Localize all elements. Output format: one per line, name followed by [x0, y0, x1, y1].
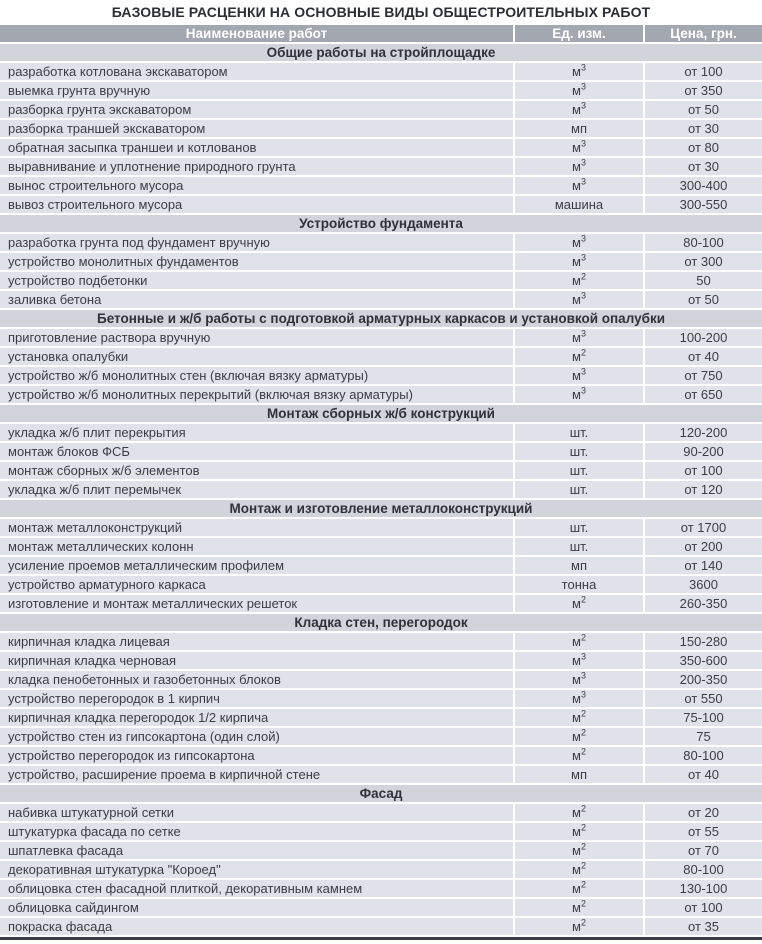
unit-cell: $м^2$: [513, 272, 643, 289]
work-name-cell: облицовка сайдингом: [0, 899, 513, 916]
work-name-cell: приготовление раствора вручную: [0, 329, 513, 346]
table-row: [0, 880, 762, 897]
unit-cell: мп: [513, 120, 643, 137]
section-row: [0, 44, 762, 61]
work-name-cell: разборка грунта экскаватором: [0, 101, 513, 118]
price-cell: 50: [643, 272, 762, 289]
work-name-cell: изготовление и монтаж металлических решеток: [0, 595, 513, 612]
price-cell: 80-100: [643, 861, 762, 878]
work-name-cell: облицовка стен фасадной плиткой, декоративным камнем: [0, 880, 513, 897]
page-title: БАЗОВЫЕ РАСЦЕНКИ НА ОСНОВНЫЕ ВИДЫ ОБЩЕСТРОИТЕЛЬНЫХ РАБОТ: [111, 4, 651, 20]
unit-cell: $м^2$: [513, 728, 643, 745]
table-row: [0, 747, 762, 764]
table-row: [0, 234, 762, 251]
unit-cell: мп: [513, 766, 643, 783]
table-row: [0, 766, 762, 783]
price-cell: 75: [643, 728, 762, 745]
table-row: [0, 120, 762, 137]
price-cell: от 750: [643, 367, 762, 384]
table-row: [0, 728, 762, 745]
unit-cell: $м^2$: [513, 880, 643, 897]
unit-cell: $м^2$: [513, 918, 643, 935]
section-row: [0, 785, 762, 802]
section-title: Общие работы на стройплощадке: [0, 44, 762, 61]
unit-cell: шт.: [513, 462, 643, 479]
table-row: [0, 842, 762, 859]
unit-cell: $м^3$: [513, 652, 643, 669]
price-cell: 90-200: [643, 443, 762, 460]
price-cell: от 200: [643, 538, 762, 555]
unit-cell: шт.: [513, 424, 643, 441]
table-header-row: [0, 25, 762, 42]
unit-cell: машина: [513, 196, 643, 213]
table-row: [0, 709, 762, 726]
column-header-name: Наименование работ: [0, 25, 513, 42]
table-row: [0, 63, 762, 80]
table-row: [0, 329, 762, 346]
work-name-cell: укладка ж/б плит перекрытия: [0, 424, 513, 441]
section-row: [0, 215, 762, 232]
price-cell: от 100: [643, 63, 762, 80]
price-cell: 80-100: [643, 747, 762, 764]
price-cell: 200-350: [643, 671, 762, 688]
table-row: [0, 557, 762, 574]
work-name-cell: монтаж металлических колонн: [0, 538, 513, 555]
table-row: [0, 196, 762, 213]
table-row: [0, 424, 762, 441]
table-row: [0, 177, 762, 194]
work-name-cell: разборка траншей экскаватором: [0, 120, 513, 137]
price-cell: 350-600: [643, 652, 762, 669]
work-name-cell: заливка бетона: [0, 291, 513, 308]
table-row: [0, 272, 762, 289]
table-row: [0, 918, 762, 935]
unit-cell: шт.: [513, 481, 643, 498]
work-name-cell: устройство арматурного каркаса: [0, 576, 513, 593]
unit-cell: $м^3$: [513, 291, 643, 308]
price-cell: от 80: [643, 139, 762, 156]
table-row: [0, 823, 762, 840]
unit-cell: $м^2$: [513, 595, 643, 612]
work-name-cell: выемка грунта вручную: [0, 82, 513, 99]
work-name-cell: вывоз строительного мусора: [0, 196, 513, 213]
price-cell: от 140: [643, 557, 762, 574]
price-cell: от 40: [643, 766, 762, 783]
unit-cell: $м^3$: [513, 253, 643, 270]
unit-cell: $м^3$: [513, 139, 643, 156]
work-name-cell: покраска фасада: [0, 918, 513, 935]
table-row: [0, 690, 762, 707]
section-row: [0, 310, 762, 327]
unit-cell: $м^3$: [513, 671, 643, 688]
section-row: [0, 614, 762, 631]
unit-cell: мп: [513, 557, 643, 574]
section-title: Монтаж сборных ж/б конструкций: [0, 405, 762, 422]
price-cell: 260-350: [643, 595, 762, 612]
work-name-cell: выравнивание и уплотнение природного грунта: [0, 158, 513, 175]
work-name-cell: усиление проемов металлическим профилем: [0, 557, 513, 574]
unit-cell: $м^2$: [513, 861, 643, 878]
price-cell: 3600: [643, 576, 762, 593]
price-cell: 80-100: [643, 234, 762, 251]
work-name-cell: штукатурка фасада по сетке: [0, 823, 513, 840]
work-name-cell: разработка грунта под фундамент вручную: [0, 234, 513, 251]
section-row: [0, 405, 762, 422]
unit-cell: $м^3$: [513, 82, 643, 99]
unit-cell: $м^2$: [513, 709, 643, 726]
price-cell: от 50: [643, 101, 762, 118]
price-cell: от 100: [643, 462, 762, 479]
section-title: Бетонные и ж/б работы с подготовкой арматурных каркасов и установкой опалубки: [0, 310, 762, 327]
price-cell: 150-280: [643, 633, 762, 650]
section-title: Кладка стен, перегородок: [0, 614, 762, 631]
work-name-cell: обратная засыпка траншеи и котлованов: [0, 139, 513, 156]
section-title: Монтаж и изготовление металлоконструкций: [0, 500, 762, 517]
unit-cell: $м^2$: [513, 842, 643, 859]
table-row: [0, 671, 762, 688]
price-cell: от 650: [643, 386, 762, 403]
work-name-cell: кирпичная кладка перегородок 1/2 кирпича: [0, 709, 513, 726]
work-name-cell: шпатлевка фасада: [0, 842, 513, 859]
price-cell: от 35: [643, 918, 762, 935]
unit-cell: $м^3$: [513, 367, 643, 384]
table-row: [0, 101, 762, 118]
column-header-price: Цена, грн.: [643, 25, 762, 42]
table-row: [0, 804, 762, 821]
work-name-cell: устройство ж/б монолитных перекрытий (включая вязку арматуры): [0, 386, 513, 403]
price-cell: 300-400: [643, 177, 762, 194]
unit-cell: $м^2$: [513, 633, 643, 650]
unit-cell: $м^3$: [513, 234, 643, 251]
unit-cell: $м^3$: [513, 690, 643, 707]
section-title: Устройство фундамента: [0, 215, 762, 232]
work-name-cell: монтаж сборных ж/б элементов: [0, 462, 513, 479]
column-header-unit: Ед. изм.: [513, 25, 643, 42]
table-row: [0, 576, 762, 593]
unit-cell: $м^2$: [513, 747, 643, 764]
price-cell: от 20: [643, 804, 762, 821]
work-name-cell: кирпичная кладка черновая: [0, 652, 513, 669]
price-cell: от 300: [643, 253, 762, 270]
table-row: [0, 481, 762, 498]
price-cell: от 55: [643, 823, 762, 840]
work-name-cell: вынос строительного мусора: [0, 177, 513, 194]
table-row: [0, 652, 762, 669]
table-row: [0, 253, 762, 270]
table-row: [0, 443, 762, 460]
work-name-cell: декоративная штукатурка "Короед": [0, 861, 513, 878]
unit-cell: $м^2$: [513, 823, 643, 840]
unit-cell: шт.: [513, 538, 643, 555]
table-row: [0, 519, 762, 536]
work-name-cell: устройство перегородок из гипсокартона: [0, 747, 513, 764]
work-name-cell: устройство подбетонки: [0, 272, 513, 289]
section-title: Фасад: [0, 785, 762, 802]
table-row: [0, 367, 762, 384]
table-row: [0, 633, 762, 650]
table-row: [0, 139, 762, 156]
work-name-cell: устройство стен из гипсокартона (один слой): [0, 728, 513, 745]
work-name-cell: кирпичная кладка лицевая: [0, 633, 513, 650]
table-row: [0, 595, 762, 612]
unit-cell: $м^2$: [513, 804, 643, 821]
unit-cell: $м^3$: [513, 101, 643, 118]
unit-cell: $м^2$: [513, 899, 643, 916]
table-row: [0, 899, 762, 916]
table-row: [0, 861, 762, 878]
price-cell: от 120: [643, 481, 762, 498]
price-cell: от 1700: [643, 519, 762, 536]
price-cell: 300-550: [643, 196, 762, 213]
price-cell: от 40: [643, 348, 762, 365]
price-cell: 130-100: [643, 880, 762, 897]
unit-cell: $м^3$: [513, 329, 643, 346]
work-name-cell: устройство перегородок в 1 кирпич: [0, 690, 513, 707]
price-table: [0, 23, 762, 940]
price-cell: от 350: [643, 82, 762, 99]
price-cell: от 30: [643, 158, 762, 175]
price-cell: 75-100: [643, 709, 762, 726]
work-name-cell: устройство ж/б монолитных стен (включая вязку арматуры): [0, 367, 513, 384]
work-name-cell: монтаж металлоконструкций: [0, 519, 513, 536]
work-name-cell: разработка котлована экскаватором: [0, 63, 513, 80]
price-cell: от 70: [643, 842, 762, 859]
table-row: [0, 82, 762, 99]
unit-cell: $м^3$: [513, 158, 643, 175]
unit-cell: $м^3$: [513, 177, 643, 194]
work-name-cell: устройство монолитных фундаментов: [0, 253, 513, 270]
price-cell: 100-200: [643, 329, 762, 346]
unit-cell: $м^3$: [513, 63, 643, 80]
unit-cell: тонна: [513, 576, 643, 593]
table-body: [0, 44, 762, 935]
price-cell: от 50: [643, 291, 762, 308]
price-cell: от 100: [643, 899, 762, 916]
work-name-cell: устройство, расширение проема в кирпичной стене: [0, 766, 513, 783]
table-row: [0, 462, 762, 479]
unit-cell: шт.: [513, 519, 643, 536]
work-name-cell: установка опалубки: [0, 348, 513, 365]
price-cell: 120-200: [643, 424, 762, 441]
table-row: [0, 158, 762, 175]
unit-cell: $м^2$: [513, 348, 643, 365]
work-name-cell: монтаж блоков ФСБ: [0, 443, 513, 460]
table-row: [0, 348, 762, 365]
unit-cell: $м^3$: [513, 386, 643, 403]
work-name-cell: набивка штукатурной сетки: [0, 804, 513, 821]
section-row: [0, 500, 762, 517]
table-row: [0, 386, 762, 403]
table-row: [0, 538, 762, 555]
price-cell: от 550: [643, 690, 762, 707]
price-cell: от 30: [643, 120, 762, 137]
work-name-cell: кладка пенобетонных и газобетонных блоков: [0, 671, 513, 688]
unit-cell: шт.: [513, 443, 643, 460]
table-row: [0, 291, 762, 308]
work-name-cell: укладка ж/б плит перемычек: [0, 481, 513, 498]
